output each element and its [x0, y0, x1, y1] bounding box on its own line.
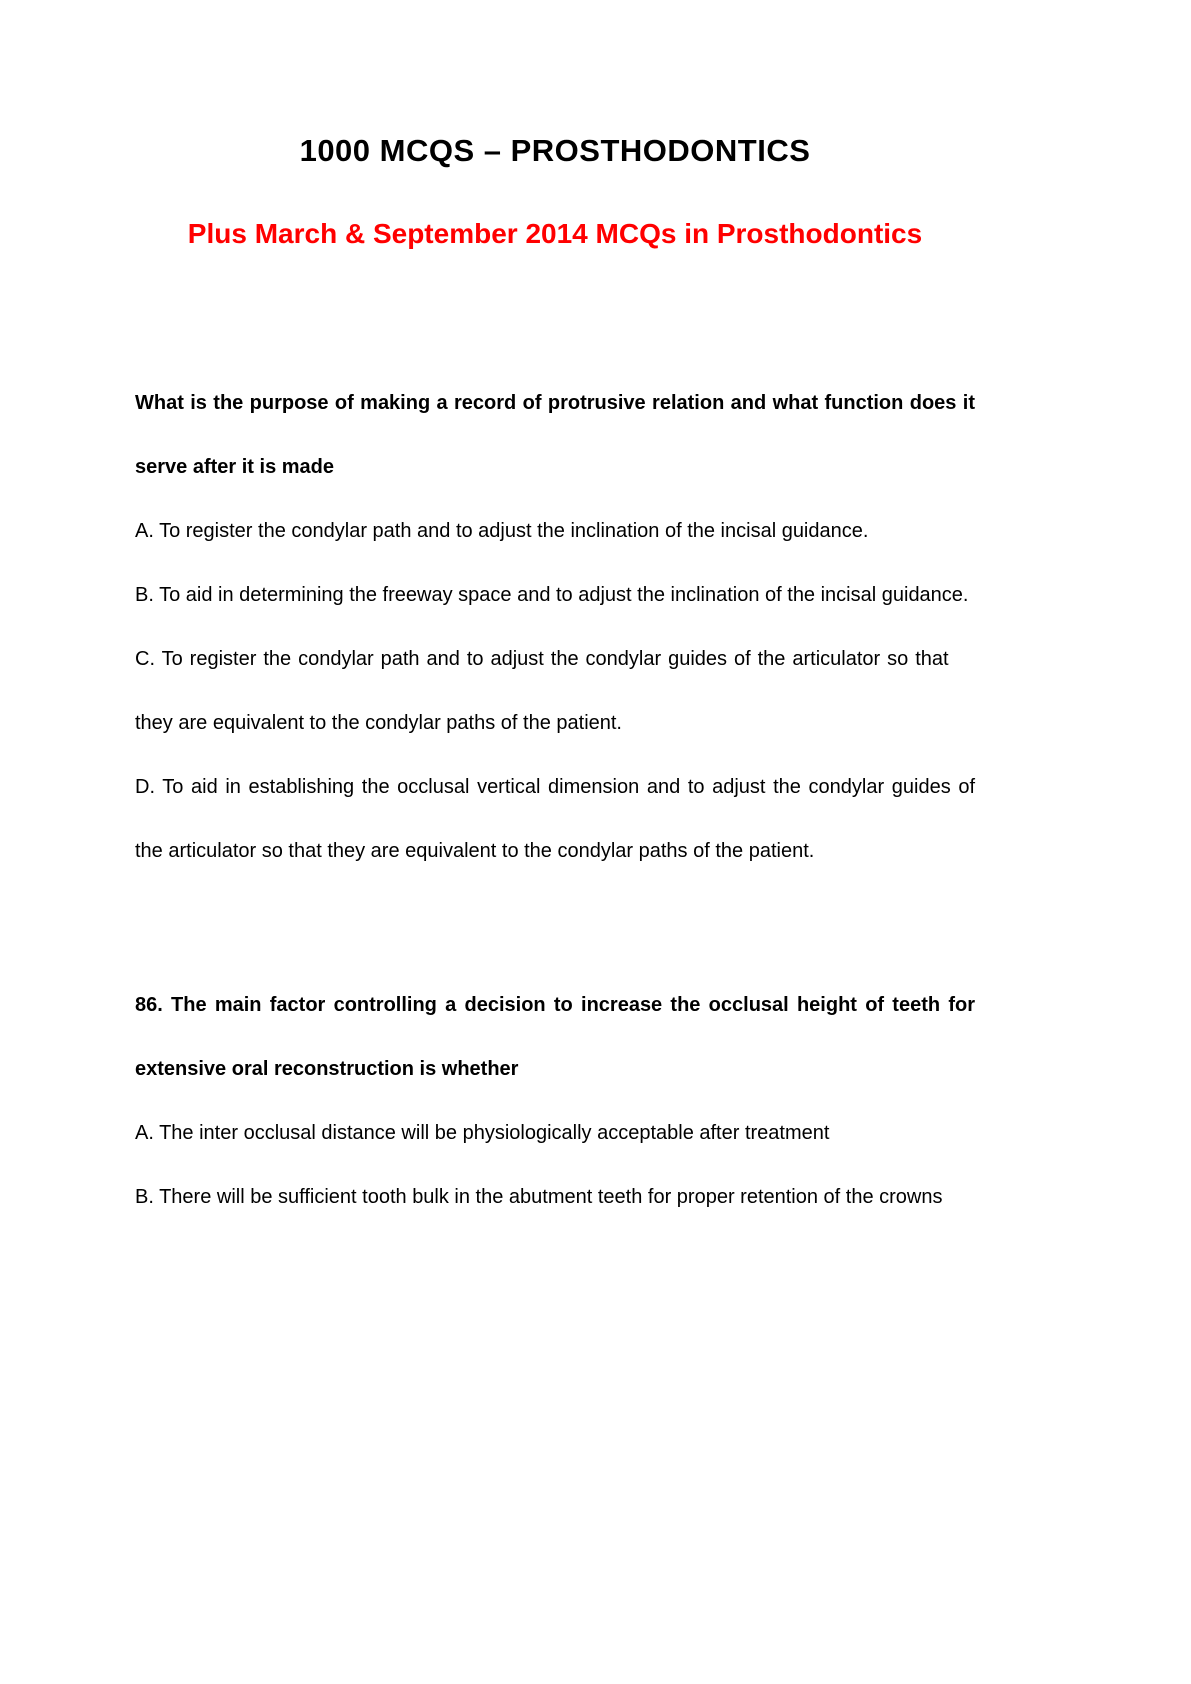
question-block-86	[135, 973, 975, 1229]
question-86-option-b: B. There will be sufficient tooth bulk in the abutment teeth for proper retention of the crowns	[135, 1185, 943, 1208]
question-86-text: 86. The main factor controlling a decision to increase the occlusal height of teeth for extensive oral reconstruction is whether	[135, 993, 975, 1080]
document-title: 1000 MCQS – PROSTHODONTICS	[299, 133, 811, 168]
question-1-text: What is the purpose of making a record of protrusive relation and what function does it serve after it is made	[135, 391, 975, 478]
question-1-option-b: B. To aid in determining the freeway space and to adjust the inclination of the incisal guidance.	[135, 583, 969, 606]
question-86-option-a: A. The inter occlusal distance will be physiologically acceptable after treatment	[135, 1121, 830, 1144]
question-1-option-c: C. To register the condylar path and to adjust the condylar guides of the articulator so that they are equivalent to the condylar paths of the patient.	[135, 647, 975, 734]
question-separator	[135, 883, 975, 973]
question-1-option-d: D. To aid in establishing the occlusal vertical dimension and to adjust the condylar guides of the articulator so that they are equivalent to the condylar paths of the patient.	[135, 775, 975, 862]
document-subtitle: Plus March & September 2014 MCQs in Prosthodontics	[187, 218, 923, 250]
question-block-1	[135, 371, 975, 883]
question-1-option-a: A. To register the condylar path and to adjust the inclination of the incisal guidance.	[135, 519, 869, 542]
